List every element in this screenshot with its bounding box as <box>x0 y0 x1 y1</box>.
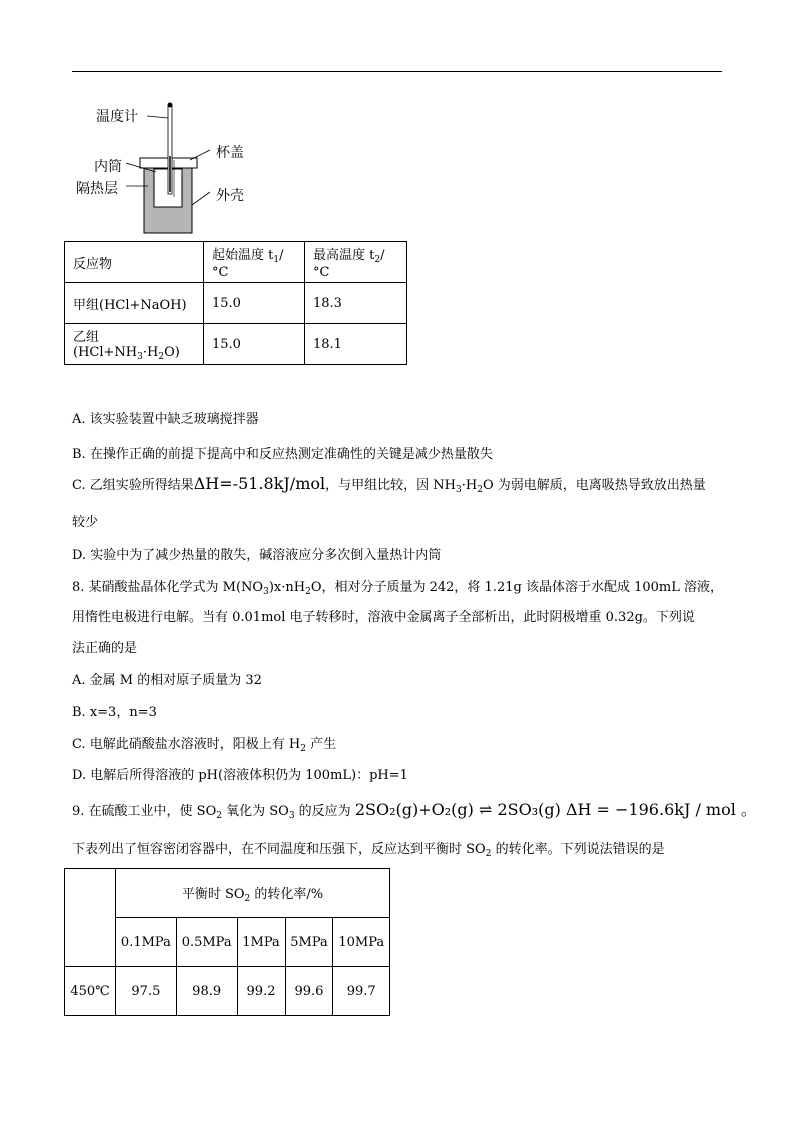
q9-stem-line1: 9. 在硫酸工业中，使 $SO_2$ 氧化为 $SO_3$ 的反应为 2SO₂(g)+O₂(g) ⇌ 2SO₃(g) ΔH = −196.6kJ / mol 。 <box>72 800 757 821</box>
header-conversion: 平衡时 $SO_2$ 的转化率/% <box>116 869 390 918</box>
row-name: 甲组(HCl+NaOH) <box>65 283 204 324</box>
corner-cell <box>65 869 116 967</box>
pressure-header: 10MPa <box>333 918 390 967</box>
q7-option-a: A. 该实验装置中缺乏玻璃搅拌器 <box>72 412 259 427</box>
header-max-temp: 最高温度 $t_2/^\circ C$ <box>305 242 407 283</box>
q7-option-d: D. 实验中为了减少热量的散失，碱溶液应分多次倒入量热计内筒 <box>72 548 442 563</box>
thermometer-label: 温度计 <box>96 109 138 125</box>
q9-stem-line2: 下表列出了恒容密闭容器中，在不同温度和压强下，反应达到平衡时 $SO_2$ 的转化率。下列说法错误的是 <box>72 842 665 859</box>
table-header-row <box>65 242 407 283</box>
header-reactant: 反应物 <box>65 242 204 283</box>
insulation-label: 隔热层 <box>76 181 118 197</box>
row-t2: 18.1 <box>305 324 407 365</box>
row-t1: 15.0 <box>204 283 305 324</box>
row-t2: 18.3 <box>305 283 407 324</box>
q8-option-d: D. 电解后所得溶液的 pH(溶液体积仍为 100mL)：pH=1 <box>72 768 408 783</box>
row-name: 乙组$(HCl+NH_3\cdot H_2O)$ <box>65 324 204 365</box>
pressure-header: 0.5MPa <box>176 918 237 967</box>
value-cell: 99.6 <box>285 967 333 1016</box>
header-start-temp: 起始温度 $t_1/^\circ C$ <box>204 242 305 283</box>
conversion-table <box>64 868 390 1016</box>
q7-option-c: C. 乙组实验所得结果ΔH=-51.8kJ/mol，与甲组比较，因 $NH_3\cdot H_2O$ 为弱电解质，电离吸热导致放出热量 <box>72 474 706 495</box>
q8-option-c: C. 电解此硝酸盐水溶液时，阳极上有 $H_2$ 产生 <box>72 737 337 754</box>
table-header-row <box>65 869 390 918</box>
header-rule <box>72 71 722 72</box>
lid-label: 杯盖 <box>216 145 244 161</box>
value-cell: 99.2 <box>237 967 285 1016</box>
q7-option-c-continued: 较少 <box>72 515 99 530</box>
temperature-cell: 450℃ <box>65 967 116 1016</box>
q8-stem-line3: 法正确的是 <box>72 641 138 656</box>
table-row <box>65 283 407 324</box>
q8-stem-line2: 用惰性电极进行电解。当有 0.01mol 电子转移时，溶液中金属离子全部析出，此时阴极增重 0.32g。下列说 <box>72 610 695 625</box>
table-row <box>65 324 407 365</box>
q9-equation: 2SO₂(g)+O₂(g) ⇌ 2SO₃(g) ΔH = −196.6kJ / mol 。 <box>354 800 757 819</box>
pressure-header: 0.1MPa <box>116 918 177 967</box>
q8-option-b: B. x=3，n=3 <box>72 705 157 720</box>
calorimeter-diagram <box>60 100 300 240</box>
value-cell: 99.7 <box>333 967 390 1016</box>
value-cell: 97.5 <box>116 967 177 1016</box>
q7-option-b: B. 在操作正确的前提下提高中和反应热测定准确性的关键是减少热量散失 <box>72 447 493 462</box>
temperature-table <box>64 241 407 365</box>
inner-cup-label: 内筒 <box>94 159 122 175</box>
table-row <box>65 967 390 1016</box>
row-t1: 15.0 <box>204 324 305 365</box>
pressure-header: 5MPa <box>285 918 333 967</box>
shell-label: 外壳 <box>216 188 244 204</box>
q8-stem-line1: 8. 某硝酸盐晶体化学式为 $M(NO_3)x\cdot nH_2O$，相对分子质量为 242，将 1.21g 该晶体溶于水配成 100mL 溶液， <box>72 580 723 597</box>
q8-option-a: A. 金属 M 的相对原子质量为 32 <box>72 673 262 688</box>
pressure-header: 1MPa <box>237 918 285 967</box>
value-cell: 98.9 <box>176 967 237 1016</box>
